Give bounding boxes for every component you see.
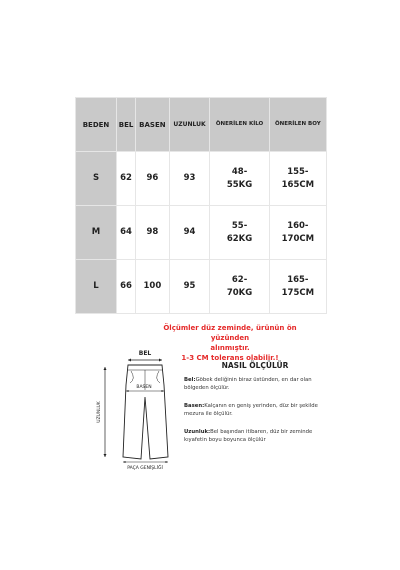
size-cell: S [76,152,117,206]
basen-desc-label: Basen: [184,403,205,409]
size-cell: L [76,260,117,314]
header-uzunluk: UZUNLUK [169,98,210,152]
header-onerilen-boy: ÖNERİLEN BOY [269,98,326,152]
table-row [76,260,327,314]
table-row [76,206,327,260]
size-cell: M [76,206,117,260]
header-bel: BEL [117,98,136,152]
size-chart-table [75,97,327,314]
basen-description [184,402,319,418]
bel-cell: 64 [117,206,136,260]
kilo-cell: 48- 55KG [210,152,269,206]
bel-desc-label: Bel: [184,377,196,383]
notice-line-2: alınmıştır. [210,344,250,352]
notice-line-1: Ölçümler düz zeminde, ürünün ön yüzünden [163,324,297,342]
header-onerilen-kilo: ÖNERİLEN KİLO [210,98,269,152]
uzunluk-cell: 94 [169,206,210,260]
notice-line-3: 1-3 CM tolerans olabilir.! [181,354,279,362]
uzunluk-cell: 93 [169,152,210,206]
trousers-diagram [90,345,190,470]
boy-cell: 155- 165CM [269,152,326,206]
kilo-cell: 62- 70KG [210,260,269,314]
header-beden: BEDEN [76,98,117,152]
bel-cell: 62 [117,152,136,206]
basen-label: BASEN [136,385,152,390]
bel-description [184,376,319,392]
uzunluk-cell: 95 [169,260,210,314]
bel-cell: 66 [117,260,136,314]
bel-desc-text: Göbek deliğinin biraz üstünden, en dar olan bölgeden ölçülür. [184,377,312,391]
how-to-measure-title: NASIL ÖLÇÜLÜR [221,361,289,370]
basen-cell: 96 [136,152,170,206]
table-header-row [76,98,327,152]
uzunluk-label: UZUNLUK [97,401,102,423]
kilo-cell: 55- 62KG [210,206,269,260]
table-row [76,152,327,206]
boy-cell: 160- 170CM [269,206,326,260]
paca-label: PAÇA GENİŞLİĞİ [127,466,163,470]
uzunluk-description [184,428,319,444]
basen-cell: 98 [136,206,170,260]
header-basen: BASEN [136,98,170,152]
basen-desc-text: Kalçanın en geniş yerinden, düz bir şekilde mezura ile ölçülür. [184,403,318,417]
boy-cell: 165- 175CM [269,260,326,314]
bel-label: BEL [138,350,152,357]
uzunluk-desc-label: Uzunluk: [184,429,211,435]
uzunluk-desc-text: Bel başından itibaren, düz bir zeminde kıyafetin boyu boyunca ölçülür [184,429,313,443]
basen-cell: 100 [136,260,170,314]
